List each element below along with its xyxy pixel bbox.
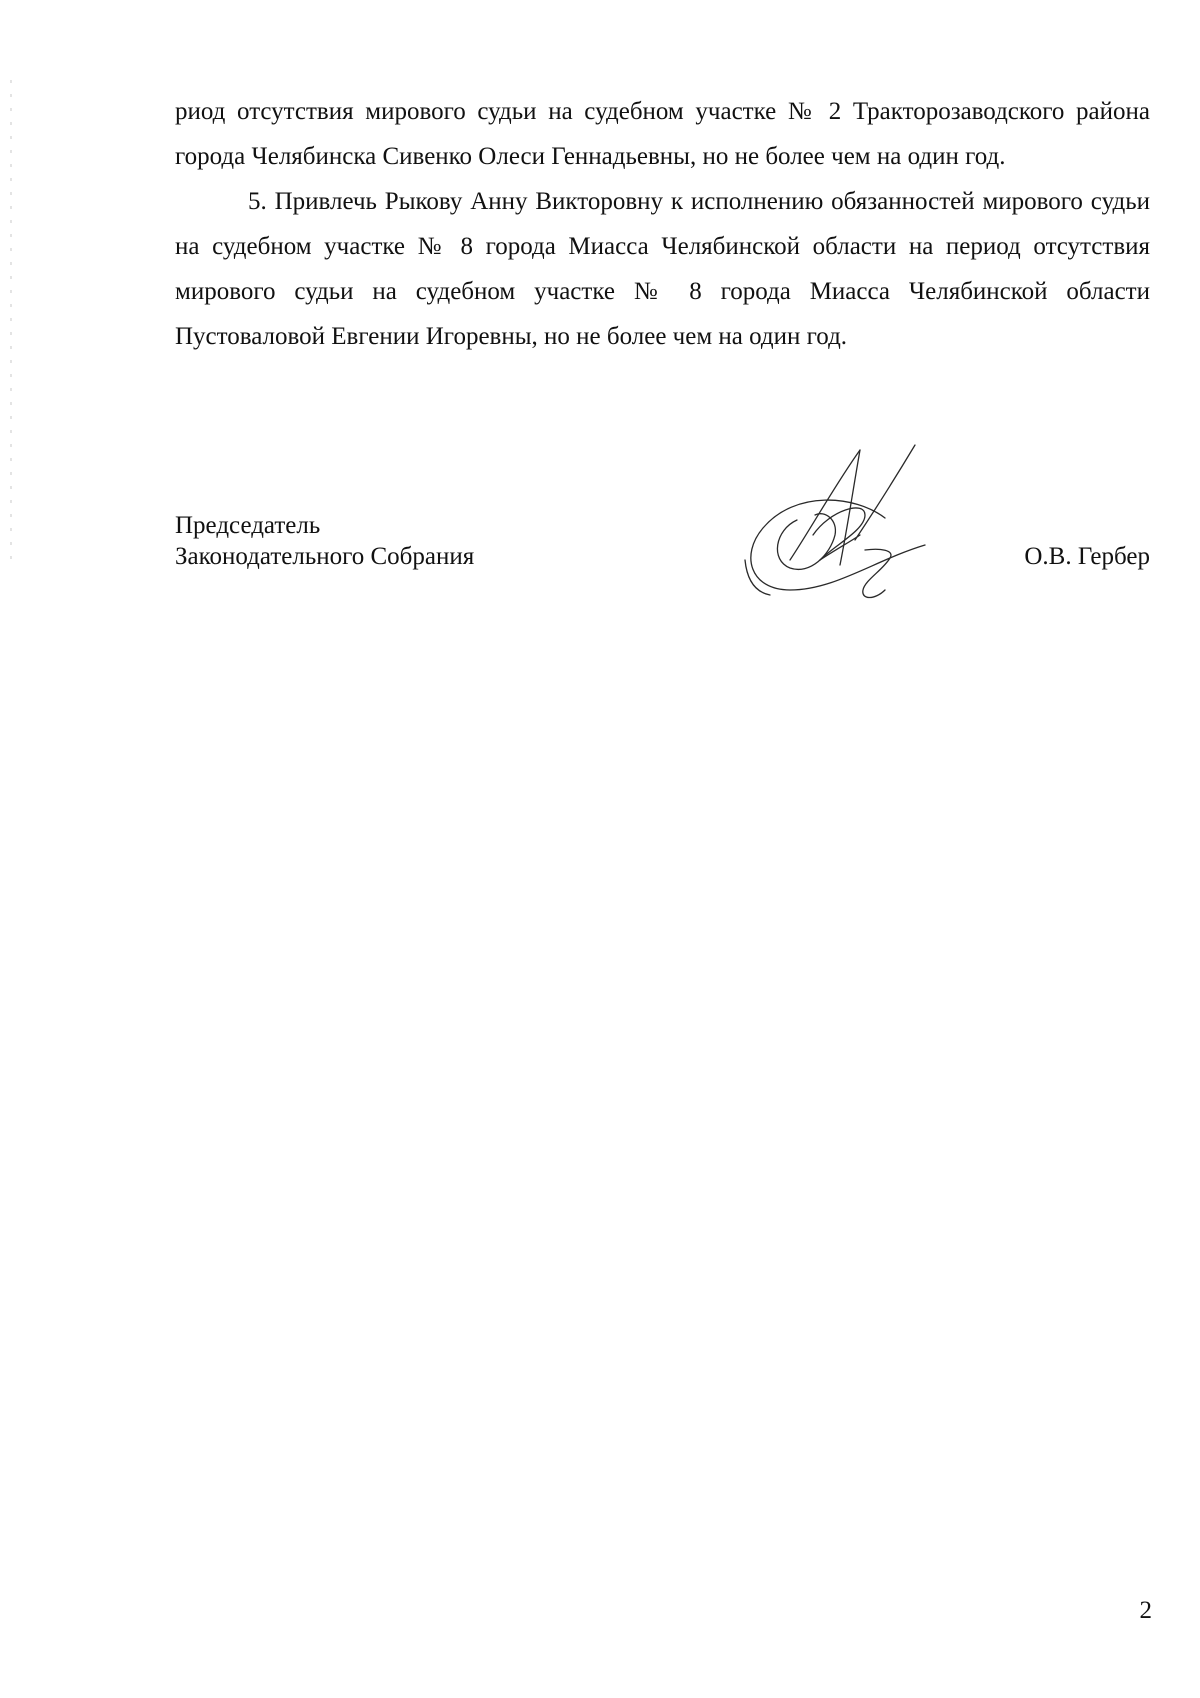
page-number: 2 xyxy=(1139,1597,1152,1624)
signature-block xyxy=(175,510,1150,630)
paragraph-item-5: 5. Привлечь Рыкову Анну Викторовну к исполнению обязанностей мирового судьи на судебном участке № 8 города Миасса Челябинской области на период отсутствия мирового судьи на судебном участке № 8 города Миасса Челябинской области Пустоваловой Евгении Игоревны, но не более чем на один год. xyxy=(175,188,1150,350)
signatory-position-line-2: Законодательного Собрания xyxy=(175,543,475,570)
signatory-position xyxy=(175,510,474,572)
handwritten-signature xyxy=(735,440,985,615)
scan-edge-artifact xyxy=(10,80,12,560)
paragraph-continuation: риод отсутствия мирового судьи на судебном участке № 2 Тракторозаводского района города Челябинска Сивенко Олеси Геннадьевны, но не более чем на один год. xyxy=(175,98,1150,170)
signatory-name: О.В. Гербер xyxy=(1024,543,1150,570)
signatory-position-line-1: Председатель xyxy=(175,512,321,539)
document-body xyxy=(175,89,1150,359)
